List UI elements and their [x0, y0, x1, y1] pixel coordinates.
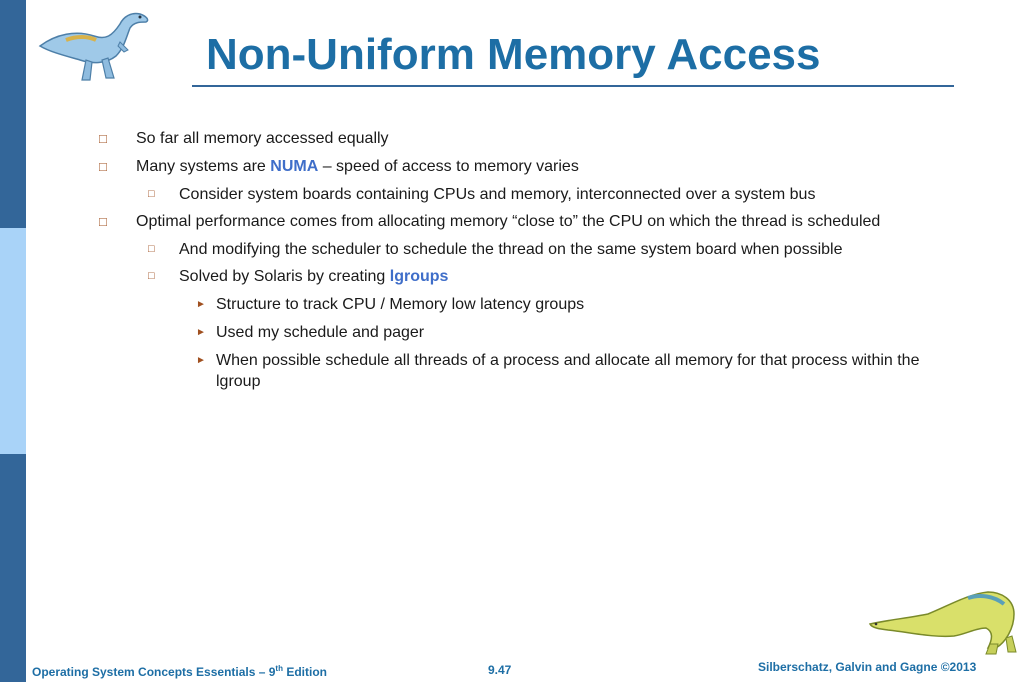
- bullet-item: Consider system boards containing CPUs and memory, interconnected over a system bus: [179, 186, 816, 203]
- dinosaur-logo-top-icon: [36, 6, 158, 86]
- triangle-bullet-icon: ►: [196, 299, 206, 310]
- numa-highlight: NUMA: [270, 158, 319, 175]
- bullet-item: Solved by Solaris by creating lgroups: [179, 268, 449, 285]
- bullet-item: Many systems are NUMA – speed of access to memory varies: [136, 158, 579, 175]
- box-bullet-icon: □: [99, 131, 107, 146]
- box-bullet-icon: □: [99, 159, 107, 174]
- lgroups-highlight: lgroups: [389, 268, 449, 285]
- left-accent-bar-top: [0, 0, 26, 228]
- footer-authors: Silberschatz, Galvin and Gagne ©2013: [758, 660, 977, 674]
- left-accent-bar-bottom: [0, 454, 26, 682]
- box-bullet-icon: □: [148, 188, 155, 200]
- slide-title: Non-Uniform Memory Access: [206, 30, 821, 79]
- bullet-item: When possible schedule all threads of a process and allocate all memory for that process within the: [216, 352, 920, 369]
- dinosaur-logo-bottom-icon: [868, 584, 1018, 656]
- triangle-bullet-icon: ►: [196, 327, 206, 338]
- footer-page-number: 9.47: [488, 663, 512, 677]
- box-bullet-icon: □: [148, 270, 155, 282]
- footer-book-title: Operating System Concepts Essentials – 9th Edition: [32, 664, 327, 679]
- title-divider: [192, 85, 954, 87]
- bullet-item: So far all memory accessed equally: [136, 130, 389, 147]
- bullet-item: Optimal performance comes from allocating memory “close to” the CPU on which the thread is scheduled: [136, 213, 881, 230]
- bullet-item: Structure to track CPU / Memory low latency groups: [216, 296, 585, 313]
- left-accent-bar-middle: [0, 228, 26, 454]
- triangle-bullet-icon: ►: [196, 355, 206, 366]
- box-bullet-icon: □: [148, 243, 155, 255]
- bullet-item: And modifying the scheduler to schedule the thread on the same system board when possible: [179, 241, 843, 258]
- box-bullet-icon: □: [99, 214, 107, 229]
- bullet-item: Used my schedule and pager: [216, 324, 425, 341]
- bullet-item-continuation: lgroup: [216, 373, 261, 390]
